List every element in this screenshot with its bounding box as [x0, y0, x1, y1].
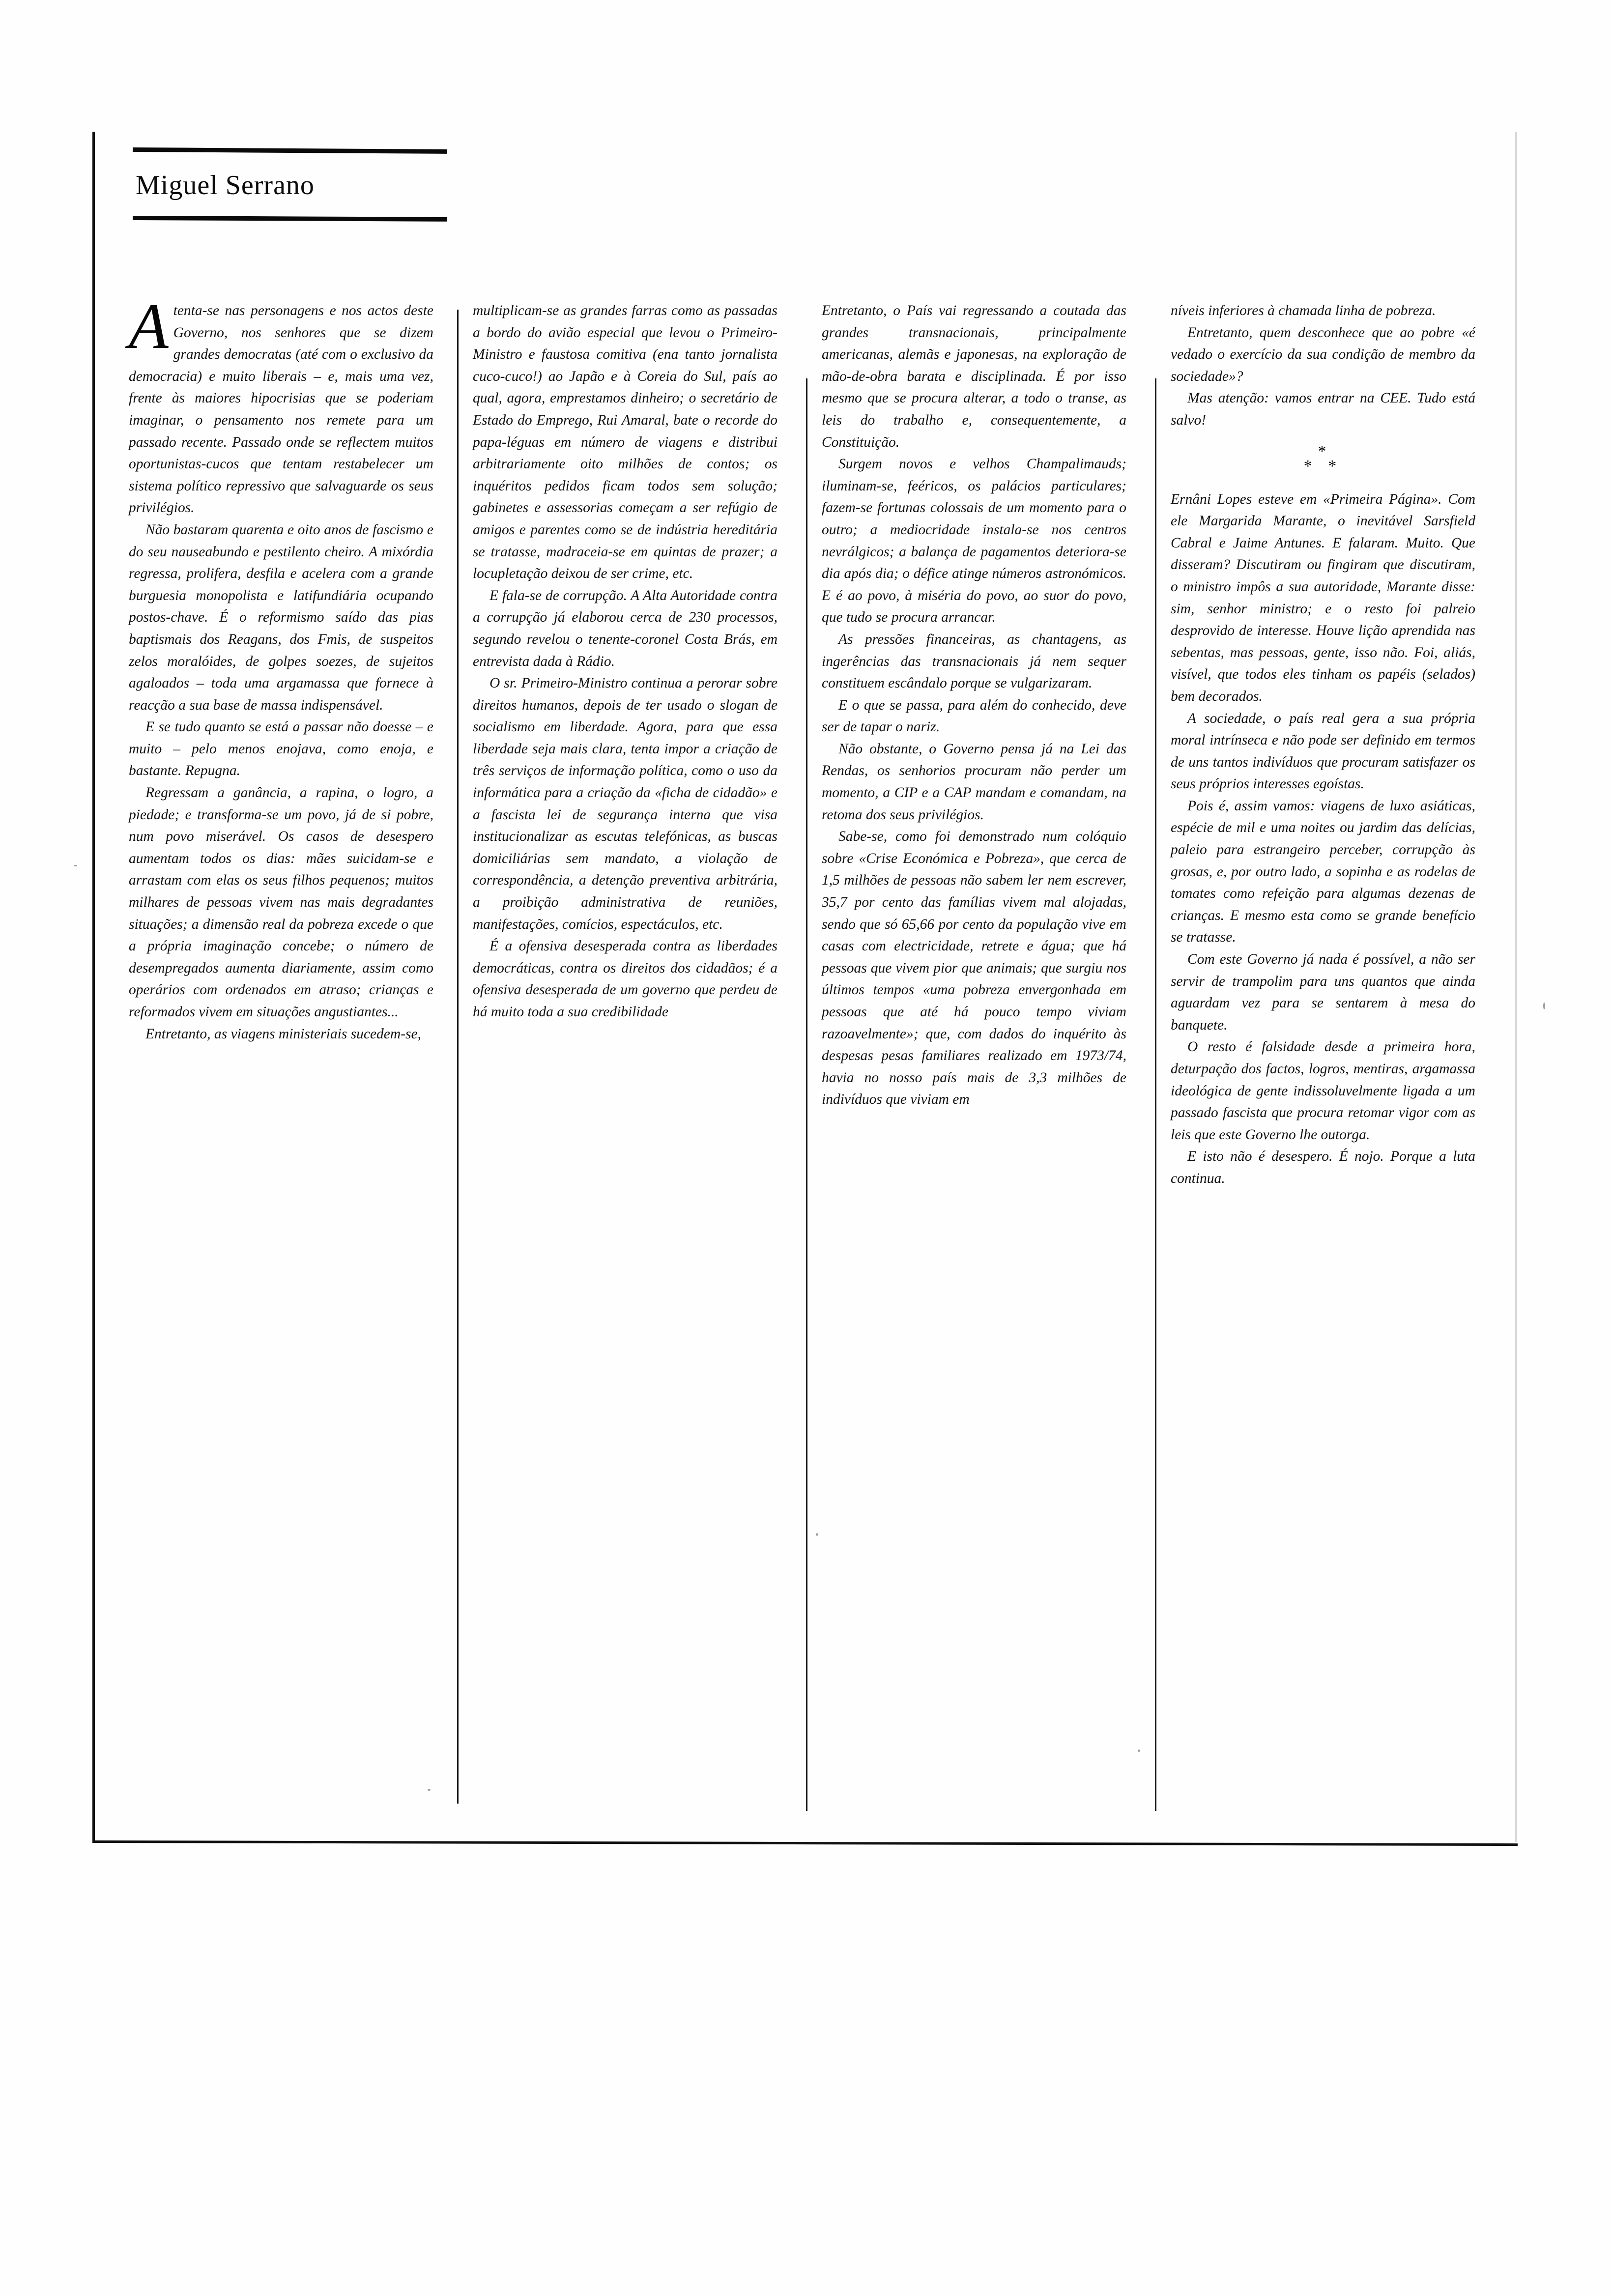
paragraph: Não bastaram quarenta e oito anos de fascismo e do seu nauseabundo e pestilento cheiro. A mixórdia regressa, prolifera, desfila e acelera com a grande burguesia monopolista e latifundiária ocupando postos-chave. É o reformismo saído das pias baptismais dos Reagans, dos Fmis, de suspeitos zelos moralóides, de golpes soezes, de sujeitos agaloados – toda uma argamassa que fornece à reacção a sua base de massa indispensável.: [129, 521, 433, 713]
paragraph: E isto não é desespero. É nojo. Porque a luta continua.: [1171, 1148, 1475, 1186]
column-divider-rule: [806, 378, 807, 1811]
masthead: [133, 147, 447, 220]
drop-cap: A: [129, 290, 169, 362]
masthead-bottom-rule: [133, 216, 447, 222]
paragraph: A sociedade, o país real gera a sua própria moral intrínseca e não pode ser definido em termos de uns tantos indivíduos que procuram satisfazer os seus próprios interesses egoístas.: [1171, 710, 1475, 792]
paragraph: Regressam a ganância, a rapina, o logro, a piedade; e transforma-se um povo, já de si pobre, num povo miserável. Os casos de desespero aumentam todos os dias: mães suicidam-se e arrastam com elas os seus filhos pequenos; muitos milhares de pessoas vivem nas mais degradantes situações; a dimensão real da pobreza excede o que a própria imaginação concebe; o número de desempregados aumenta diariamente, assim como operários com ordenados em atraso; crianças e reformados vivem em situações angustiantes...: [129, 785, 433, 1020]
text-column-4: [1171, 300, 1475, 1833]
scan-speck: [428, 1789, 431, 1791]
paragraph: Entretanto, o País vai regressando a coutada das grandes transnacionais, principalmente americanas, alemãs e japonesas, na exploração de mão-de-obra barata e disciplinada. É por isso mesmo que se procura alterar, a todo o transe, as leis do trabalho e, consequentemente, a Constituição.: [822, 303, 1126, 450]
article-body: [129, 290, 1505, 1833]
paragraph: [129, 290, 433, 519]
paragraph: E se tudo quanto se está a passar não doesse – e muito – pelo menos enojava, como enoja, e bastante. Repugna.: [129, 719, 433, 779]
paragraph: Ernâni Lopes esteve em «Primeira Página». Com ele Margarida Marante, o inevitável Sarsfield Cabral e Jaime Antunes. E falaram. Muito. Que disseram? Discutiram ou fingiram que discutiram, o ministro impôs a sua autoridade, Marante disse: sim, senhor ministro; e o resto foi palreio desprovido de interesse. Houve lição aprendida nas sebentas, mas pessoas, gente, isso não. Foi, aliás, visível, que todos eles tinham os papéis (selados) bem decorados.: [1171, 491, 1475, 704]
page-border-bottom-rule: [92, 1840, 1518, 1846]
text-column-3: [822, 300, 1126, 1833]
paragraph-text: tenta-se nas personagens e nos actos deste Governo, nos senhores que se dizem grandes democratas (até com o exclusivo da democracia) e muito liberais – e, mais uma vez, frente às maiores hipocrisias que se poderiam imaginar, o pensamento nos remete para um passado recente. Passado onde se reflectem muitos oportunistas-cucos que tentam restabelecer um sistema político repressivo que salvaguarde os seus privilégios.: [129, 303, 433, 516]
page-border-right-rule: [1515, 132, 1517, 1842]
paragraph: níveis inferiores à chamada linha de pobreza.: [1171, 303, 1436, 318]
page-border-left-rule: [92, 132, 95, 1842]
text-column-1: [129, 290, 433, 1833]
asterisk-top: *: [1318, 442, 1328, 460]
paragraph: O sr. Primeiro-Ministro continua a perorar sobre direitos humanos, depois de ter usado o slogan de socialismo em liberdade. Agora, para que essa liberdade seja mais clara, tenta impor a criação de três serviços de informação política, como o uso da informática para a criação da «ficha de cidadão» e a fascista lei de segurança interna que visa institucionalizar as escutas telefónicas, as buscas domiciliárias sem mandato, a violação de correspondência, a detenção preventiva arbitrária, a proibição administrativa de reuniões, manifestações, comícios, espectáculos, etc.: [473, 675, 777, 932]
paragraph: Com este Governo já nada é possível, a não ser servir de trampolim para uns quantos que ainda aguardam vez para se sentarem à mesa do banquete.: [1171, 951, 1475, 1033]
paragraph: As pressões financeiras, as chantagens, as ingerências das transnacionais já nem sequer constituem escândalo porque se vulgarizaram.: [822, 631, 1126, 691]
paragraph: Entretanto, quem desconhece que ao pobre «é vedado o exercício da sua condição de membro da sociedade»?: [1171, 324, 1475, 384]
text-column-2: [473, 300, 777, 1833]
paragraph: Surgem novos e velhos Champalimauds; iluminam-se, feéricos, os palácios particulares; fazem-se fortunas colossais de um momento para o outro; a mediocridade instala-se nos centros nevrálgicos; a balança de pagamentos deteriora-se dia após dia; o défice atinge números astronómicos. E é ao povo, à miséria do povo, ao suor do povo, que tudo se procura arrancar.: [822, 456, 1126, 626]
paragraph: Pois é, assim vamos: viagens de luxo asiáticas, espécie de mil e uma noites ou jardim das delícias, paleio para estrangeiro perceber, corrupção às grosas, e, por outro lado, a sopinha e as rodelas de tomates como refeição para algumas dezenas de crianças. E mesmo esta como se grande benefício se tratasse.: [1171, 798, 1475, 946]
author-name: Miguel Serrano: [136, 170, 315, 201]
scan-speck: [1138, 1750, 1140, 1752]
paragraph: Entretanto, as viagens ministeriais sucedem-se,: [145, 1026, 421, 1042]
paragraph: O resto é falsidade desde a primeira hora, deturpação dos factos, logros, mentiras, argamassa ideológica de gente indissoluvelmente ligada a um passado fascista que procura retomar vigor com as leis que este Governo lhe outorga.: [1171, 1039, 1475, 1143]
paragraph: Não obstante, o Governo pensa já na Lei das Rendas, os senhorios procuram não perder um momento, a CIP e a CAP mandam e comandam, na retoma dos seus privilégios.: [822, 741, 1126, 823]
scan-speck: [816, 1533, 818, 1536]
asterisk-bottom: * *: [1303, 457, 1343, 475]
scan-speck: [74, 865, 77, 866]
asterisk-divider: [1171, 444, 1475, 474]
paragraph: É a ofensiva desesperada contra as liberdades democráticas, contra os direitos dos cidadãos; é a ofensiva desesperada de um governo que perdeu de há muito toda a sua credibilidade: [473, 938, 777, 1020]
column-divider-rule: [457, 310, 459, 1804]
paragraph: multiplicam-se as grandes farras como as passadas a bordo do avião especial que levou o Primeiro-Ministro e faustosa comitiva (ena tanto jornalista cuco-cuco!) ao Japão e à Coreia do Sul, país ao qual, agora, emprestamos dinheiro; o secretário de Estado do Emprego, Rui Amaral, bate o recorde do papa-léguas em número de viagens e distribui arbitrariamente oito milhões de contos; os inquéritos pedidos ficam todos sem solução; gabinetes e assessorias começam a ser refúgio de amigos e parentes como se de indústria hereditária se tratasse, madraceia-se em quintas de prazer; a locupletação deixou de ser crime, etc.: [473, 303, 777, 582]
paragraph: Mas atenção: vamos entrar na CEE. Tudo está salvo!: [1171, 390, 1475, 428]
scan-speck: [1543, 1003, 1545, 1009]
column-divider-rule: [1155, 378, 1156, 1811]
paragraph: E fala-se de corrupção. A Alta Autoridade contra a corrupção já elaborou cerca de 230 processos, segundo revelou o tenente-coronel Costa Brás, em entrevista dada à Rádio.: [473, 587, 777, 669]
paragraph: E o que se passa, para além do conhecido, deve ser de tapar o nariz.: [822, 697, 1126, 735]
paragraph: Sabe-se, como foi demonstrado num colóquio sobre «Crise Económica e Pobreza», que cerca de 1,5 milhões de pessoas não sabem ler nem escrever, 35,7 por cento das famílias vivem mal alojadas, sendo que só 65,66 por cento da população vive em casas com electricidade, retrete e água; que há pessoas que vivem pior que animais; que surgiu nos últimos tempos «uma pobreza envergonhada em pessoas que até há pouco tempo viviam razoavelmente»; que, com dados do inquérito às despesas pesas familiares realizado em 1973/74, havia no nosso país mais de 3,3 milhões de indivíduos que viviam em: [822, 829, 1126, 1108]
